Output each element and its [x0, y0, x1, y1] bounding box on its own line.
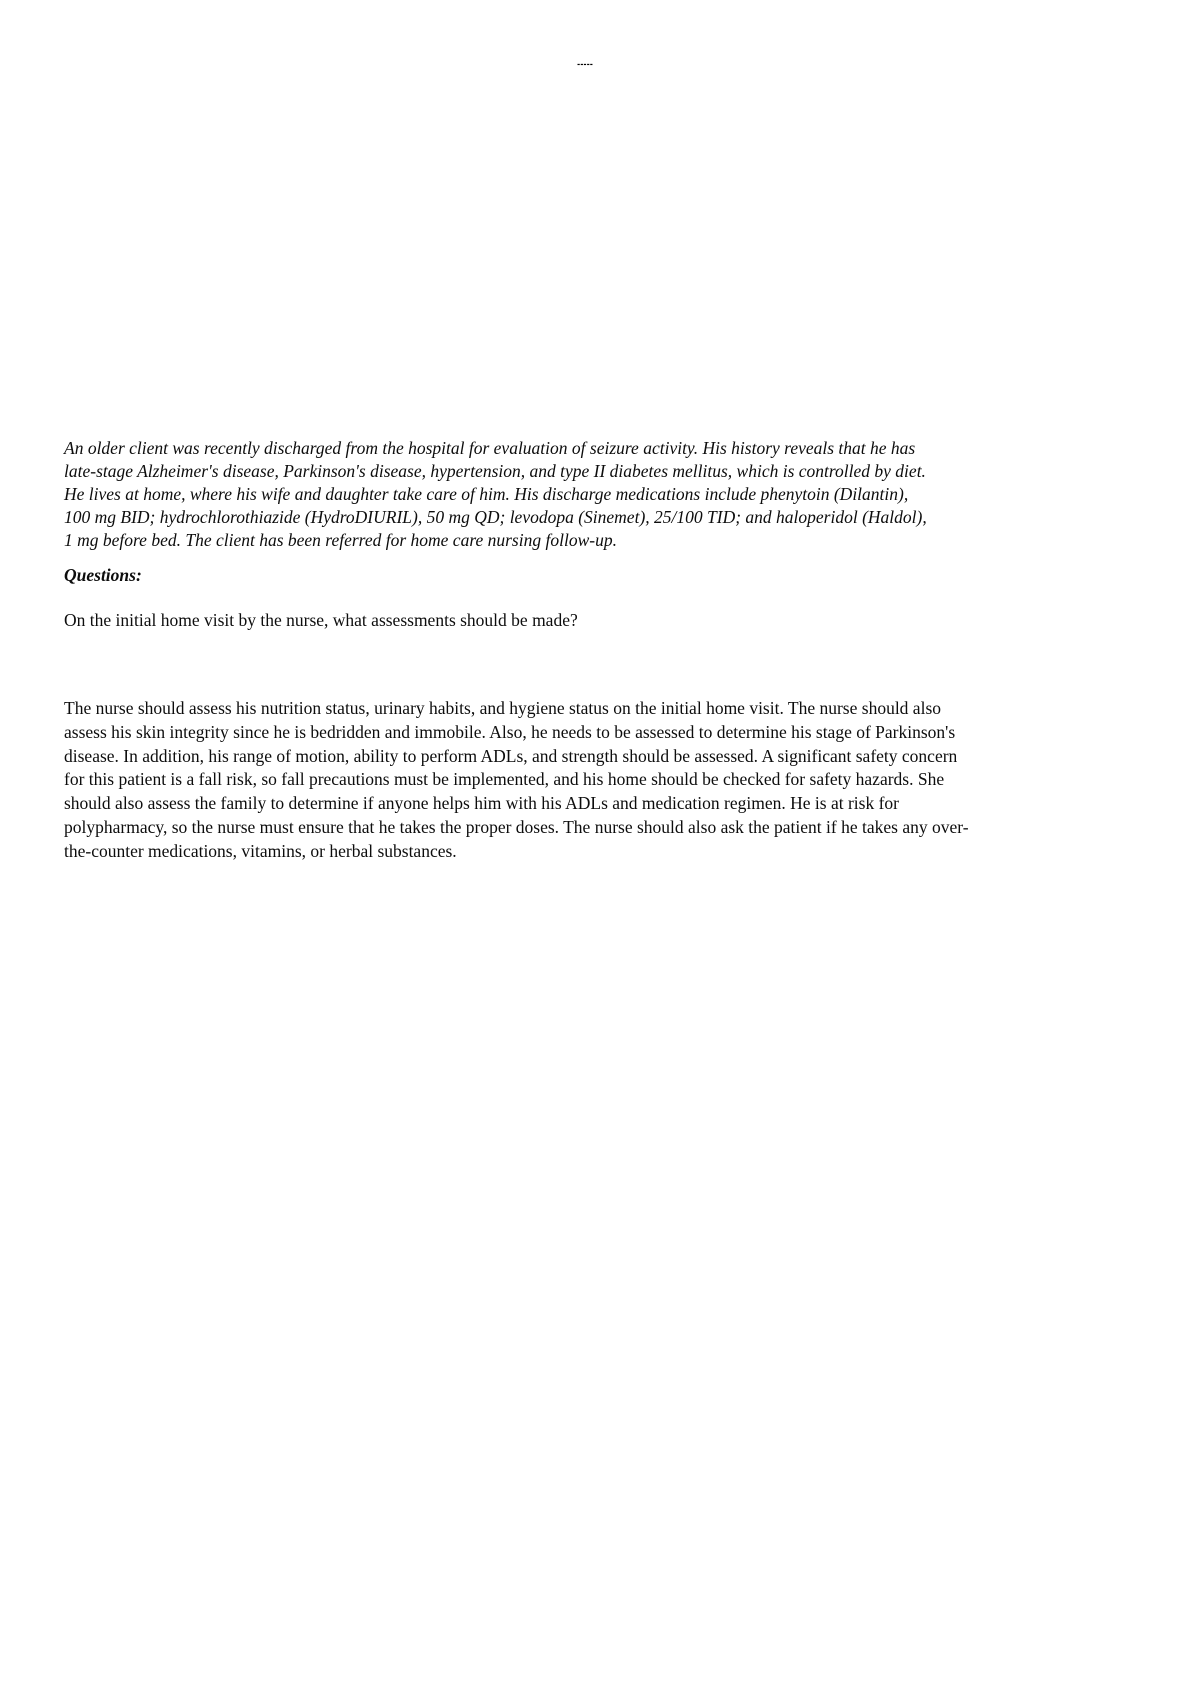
case-study-paragraph: [64, 437, 1054, 552]
answer-line: disease. In addition, his range of motion, ability to perform ADLs, and strength should be assessed. A significant safety concern: [64, 745, 958, 766]
answer-line: The nurse should assess his nutrition status, urinary habits, and hygiene status on the initial home visit. The nurse should also: [64, 698, 941, 718]
question-text: On the initial home visit by the nurse, what assessments should be made?: [64, 610, 578, 630]
questions-label: Questions:: [64, 565, 142, 585]
header-mark-icon: ▪▪▪▪▪: [577, 61, 593, 67]
answer-line: polypharmacy, so the nurse must ensure that he takes the proper doses. The nurse should also ask the patient if he takes any over-: [64, 816, 969, 837]
answer-line: for this patient is a fall risk, so fall precautions must be implemented, and his home should be checked for safety hazards. She: [64, 769, 945, 790]
case-study-line: 100 mg BID; hydrochlorothiazide (HydroDIURIL), 50 mg QD; levodopa (Sinemet), 25/100 TID; and haloperidol (Haldol),: [64, 507, 927, 527]
case-study-line: late-stage Alzheimer's disease, Parkinson's disease, hypertension, and type II diabetes mellitus, which is controlled by diet.: [64, 461, 926, 481]
case-study-line: 1 mg before bed. The client has been referred for home care nursing follow-up.: [64, 530, 617, 550]
answer-line: the-counter medications, vitamins, or herbal substances.: [64, 840, 457, 861]
case-study-line: He lives at home, where his wife and daughter take care of him. His discharge medications include phenytoin (Dilantin),: [64, 484, 909, 504]
answer-line: should also assess the family to determine if anyone helps him with his ADLs and medication regimen. He is at risk for: [64, 793, 899, 814]
answer-paragraph: [64, 697, 1054, 864]
answer-line: assess his skin integrity since he is bedridden and immobile. Also, he needs to be assessed to determine his stage of Parkinson's: [64, 721, 956, 742]
case-study-line: An older client was recently discharged from the hospital for evaluation of seizure activity. His history reveals that he has: [64, 438, 916, 458]
